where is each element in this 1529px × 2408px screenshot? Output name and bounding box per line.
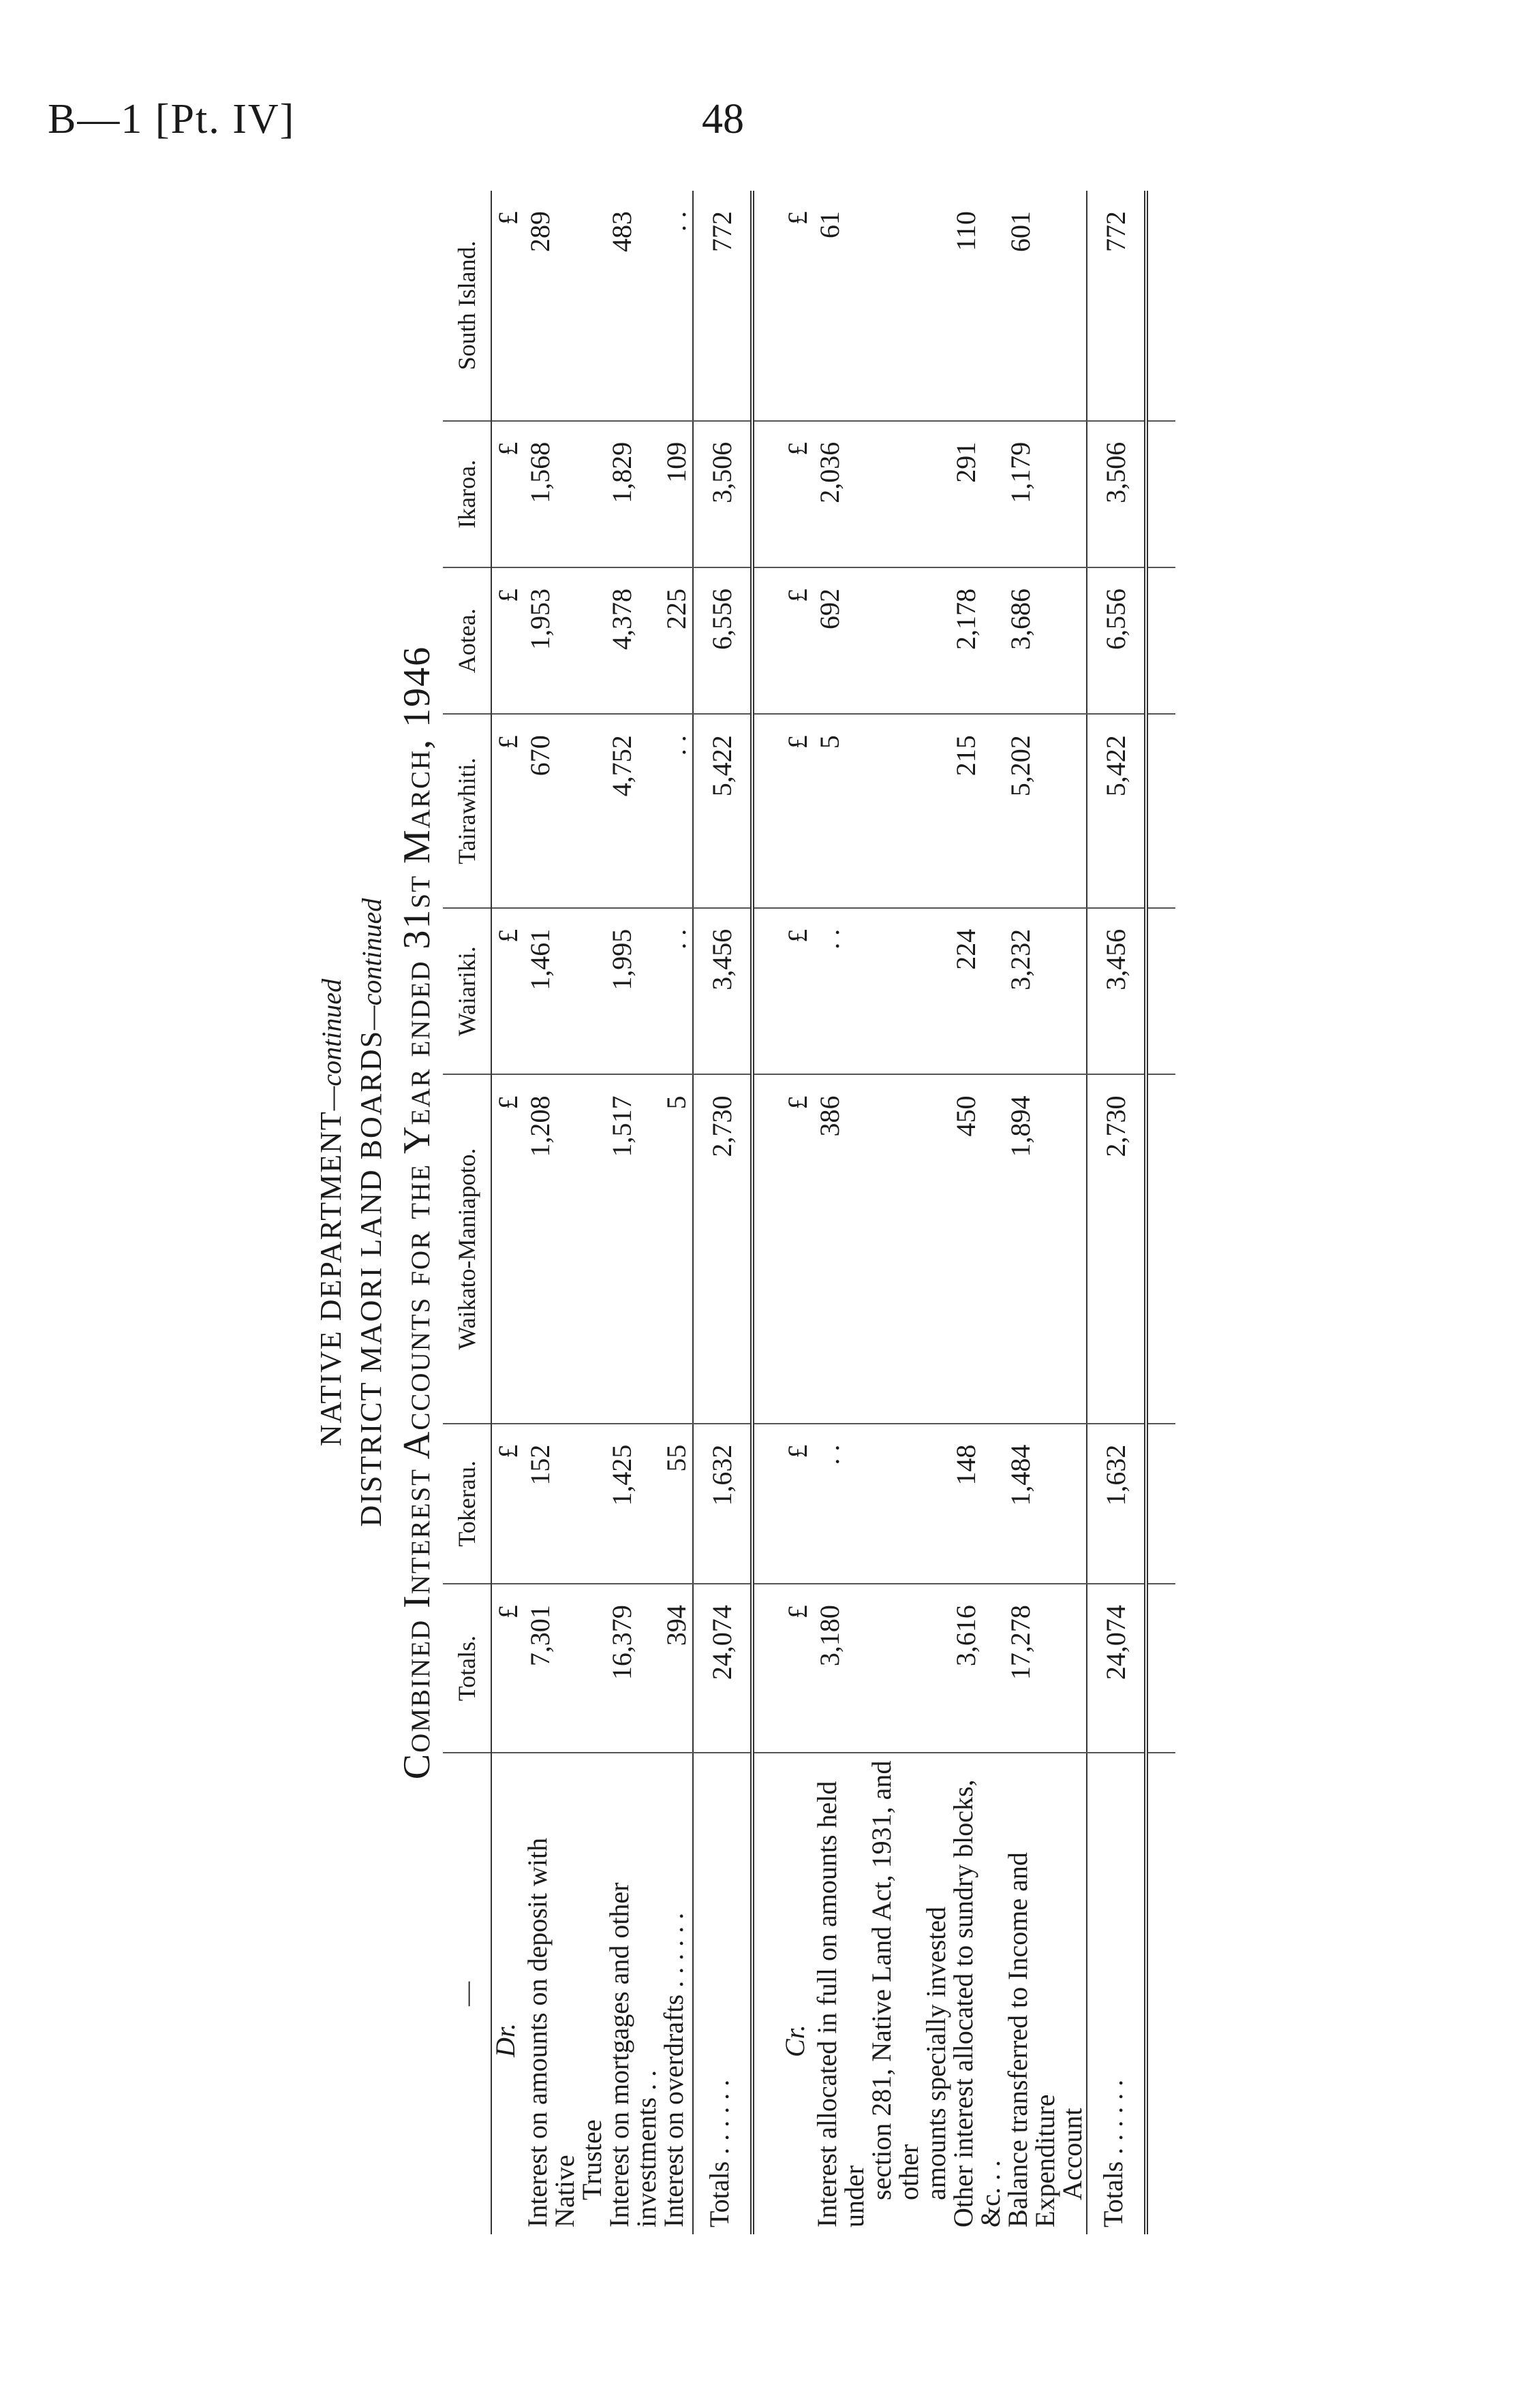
cr-currency-cell: £ xyxy=(782,908,814,1075)
col-header-totals: Totals. xyxy=(443,1584,491,1753)
col-header-waiariki: Waiariki. xyxy=(443,908,491,1075)
value-cell: 1,995 xyxy=(606,908,660,1075)
dr-label-row xyxy=(491,191,524,2234)
value-cell: 601 xyxy=(1004,191,1087,421)
spacer-cell xyxy=(1146,908,1175,1075)
cr-totals-row xyxy=(1087,191,1146,2234)
total-cell: 6,556 xyxy=(693,567,752,714)
spacer-row xyxy=(1146,191,1175,2234)
value-cell: 110 xyxy=(950,191,1004,421)
table-header-row xyxy=(443,191,491,2234)
cr-currency-cell: £ xyxy=(782,714,814,907)
table-body xyxy=(491,191,1175,2234)
dr-currency-cell: £ xyxy=(491,714,524,907)
cr-section-label: Cr. xyxy=(779,2024,810,2057)
total-cell: 24,074 xyxy=(693,1584,752,1753)
value-cell: 61 xyxy=(814,191,950,421)
value-cell: 5,202 xyxy=(1004,714,1087,907)
row-description xyxy=(814,1753,950,2234)
dr-currency-cell: £ xyxy=(491,567,524,714)
value-cell: 5 xyxy=(814,714,950,907)
dr-currency-cell: £ xyxy=(491,908,524,1075)
col-header-aotea: Aotea. xyxy=(443,567,491,714)
spacer-cell xyxy=(1146,191,1175,421)
value-cell: 394 xyxy=(660,1584,693,1753)
total-cell: 24,074 xyxy=(1087,1584,1146,1753)
value-cell: 109 xyxy=(660,421,693,567)
interest-accounts-table xyxy=(443,191,1175,2234)
spacer-cell xyxy=(752,908,782,1075)
value-cell: . . xyxy=(660,908,693,1075)
total-cell: 6,556 xyxy=(1087,567,1146,714)
row-description-line: Interest on amounts on deposit with Native xyxy=(522,1837,580,2227)
total-cell: 5,422 xyxy=(1087,714,1146,907)
cr-currency-cell: £ xyxy=(782,567,814,714)
col-header-south-island: South Island. xyxy=(443,191,491,421)
title-accounts: Combined Interest Accounts for the Year ended 31st March, 1946 xyxy=(396,645,438,1780)
title-department: NATIVE DEPARTMENT—continued xyxy=(314,978,348,1447)
dr-currency-cell: £ xyxy=(491,191,524,421)
spacer-cell xyxy=(752,1584,782,1753)
row-description xyxy=(660,1753,693,2234)
cr-currency-cell: £ xyxy=(782,1584,814,1753)
spacer-cell xyxy=(752,714,782,907)
row-description xyxy=(606,1753,660,2234)
cr-currency-cell: £ xyxy=(782,1424,814,1584)
row-description-line: amounts specially invested xyxy=(921,1906,951,2200)
spacer-cell xyxy=(1146,1584,1175,1753)
value-cell: 3,180 xyxy=(814,1584,950,1753)
value-cell: 1,894 xyxy=(1004,1074,1087,1423)
value-cell: 4,378 xyxy=(606,567,660,714)
value-cell: 224 xyxy=(950,908,1004,1075)
value-cell: . . xyxy=(660,714,693,907)
table-row xyxy=(950,191,1004,2234)
row-description-line: Other interest allocated to sundry blocks, &c. . . xyxy=(948,1779,1006,2227)
total-cell: 772 xyxy=(693,191,752,421)
value-cell: 386 xyxy=(814,1074,950,1423)
value-cell: 291 xyxy=(950,421,1004,567)
spacer-cell xyxy=(1146,1074,1175,1423)
total-cell: 3,456 xyxy=(693,908,752,1075)
rotated-table-block xyxy=(307,150,1131,2275)
title-boards: DISTRICT MAORI LAND BOARDS—continued xyxy=(354,898,388,1527)
table-row xyxy=(814,191,950,2234)
cr-totals-label: Totals . . . . . . xyxy=(1087,1753,1146,2234)
total-cell: 3,456 xyxy=(1087,908,1146,1075)
value-cell: 1,425 xyxy=(606,1424,660,1584)
value-cell: 1,568 xyxy=(524,421,606,567)
dr-totals-label: Totals . . . . . . xyxy=(693,1753,752,2234)
value-cell: 1,829 xyxy=(606,421,660,567)
total-cell: 1,632 xyxy=(1087,1424,1146,1584)
spacer-cell xyxy=(1146,1753,1175,2234)
value-cell: 2,178 xyxy=(950,567,1004,714)
total-cell: 3,506 xyxy=(693,421,752,567)
table-titles xyxy=(307,150,439,2275)
value-cell: 1,179 xyxy=(1004,421,1087,567)
col-header-waikato: Waikato-Maniapoto. xyxy=(443,1074,491,1423)
value-cell: 215 xyxy=(950,714,1004,907)
table-row xyxy=(660,191,693,2234)
total-cell: 772 xyxy=(1087,191,1146,421)
spacer-cell xyxy=(752,1753,782,2234)
value-cell: 16,379 xyxy=(606,1584,660,1753)
page-header-left: B—1 [Pt. IV] xyxy=(48,96,296,142)
spacer-cell xyxy=(752,191,782,421)
total-cell: 5,422 xyxy=(693,714,752,907)
value-cell: 3,686 xyxy=(1004,567,1087,714)
value-cell: 4,752 xyxy=(606,714,660,907)
spacer-cell xyxy=(752,567,782,714)
dr-section-label: Dr. xyxy=(490,2022,521,2057)
dr-currency-cell: £ xyxy=(491,1424,524,1584)
spacer-cell xyxy=(752,421,782,567)
value-cell: 670 xyxy=(524,714,606,907)
value-cell: 450 xyxy=(950,1074,1004,1423)
spacer-cell xyxy=(1146,421,1175,567)
total-cell: 3,506 xyxy=(1087,421,1146,567)
spacer-cell xyxy=(752,1424,782,1584)
spacer-cell xyxy=(1146,1424,1175,1584)
value-cell: 1,517 xyxy=(606,1074,660,1423)
row-description-line: Interest on mortgages and other investments . . xyxy=(604,1882,662,2227)
spacer-row xyxy=(752,191,782,2234)
col-header-tairawhiti: Tairawhiti. xyxy=(443,714,491,907)
dr-currency-cell: £ xyxy=(491,421,524,567)
spacer-cell xyxy=(1146,567,1175,714)
value-cell: 152 xyxy=(524,1424,606,1584)
row-description-line: section 281, Native Land Act, 1931, and other xyxy=(866,1760,924,2200)
value-cell: 3,616 xyxy=(950,1584,1004,1753)
dr-totals-row xyxy=(693,191,752,2234)
cr-label-row xyxy=(782,191,814,2234)
value-cell: 1,208 xyxy=(524,1074,606,1423)
value-cell: 1,953 xyxy=(524,567,606,714)
col-header-desc: — xyxy=(443,1753,491,2234)
row-description-line: Interest allocated in full on amounts held under xyxy=(812,1781,869,2227)
value-cell: . . xyxy=(814,1424,950,1584)
value-cell: 483 xyxy=(606,191,660,421)
value-cell: 1,484 xyxy=(1004,1424,1087,1584)
row-description-line: Interest on overdrafts . . . . . . xyxy=(658,1912,689,2227)
table-row xyxy=(1004,191,1087,2234)
value-cell: 7,301 xyxy=(524,1584,606,1753)
spacer-cell xyxy=(752,1074,782,1423)
value-cell: . . xyxy=(814,908,950,1075)
total-cell: 1,632 xyxy=(693,1424,752,1584)
value-cell: 3,232 xyxy=(1004,908,1087,1075)
value-cell: . . xyxy=(660,191,693,421)
value-cell: 692 xyxy=(814,567,950,714)
value-cell: 5 xyxy=(660,1074,693,1423)
value-cell: 1,461 xyxy=(524,908,606,1075)
row-description-line: Balance transferred to Income and Expenditure xyxy=(1002,1852,1060,2227)
row-description xyxy=(524,1753,606,2234)
value-cell: 55 xyxy=(660,1424,693,1584)
row-description xyxy=(1004,1753,1087,2234)
total-cell: 2,730 xyxy=(693,1074,752,1423)
dr-currency-cell: £ xyxy=(491,1074,524,1423)
value-cell: 148 xyxy=(950,1424,1004,1584)
row-description xyxy=(950,1753,1004,2234)
dr-currency-cell: £ xyxy=(491,1584,524,1753)
spacer-cell xyxy=(1146,714,1175,907)
col-header-tokerau: Tokerau. xyxy=(443,1424,491,1584)
value-cell: 225 xyxy=(660,567,693,714)
cr-currency-cell: £ xyxy=(782,1074,814,1423)
col-header-ikaroa: Ikaroa. xyxy=(443,421,491,567)
value-cell: 289 xyxy=(524,191,606,421)
cr-currency-cell: £ xyxy=(782,191,814,421)
table-row xyxy=(524,191,606,2234)
row-description-line: Account xyxy=(1057,2108,1087,2200)
table-row xyxy=(606,191,660,2234)
row-description-line: Trustee xyxy=(576,2119,607,2200)
value-cell: 2,036 xyxy=(814,421,950,567)
value-cell: 17,278 xyxy=(1004,1584,1087,1753)
total-cell: 2,730 xyxy=(1087,1074,1146,1423)
cr-currency-cell: £ xyxy=(782,421,814,567)
page-number: 48 xyxy=(702,96,744,142)
